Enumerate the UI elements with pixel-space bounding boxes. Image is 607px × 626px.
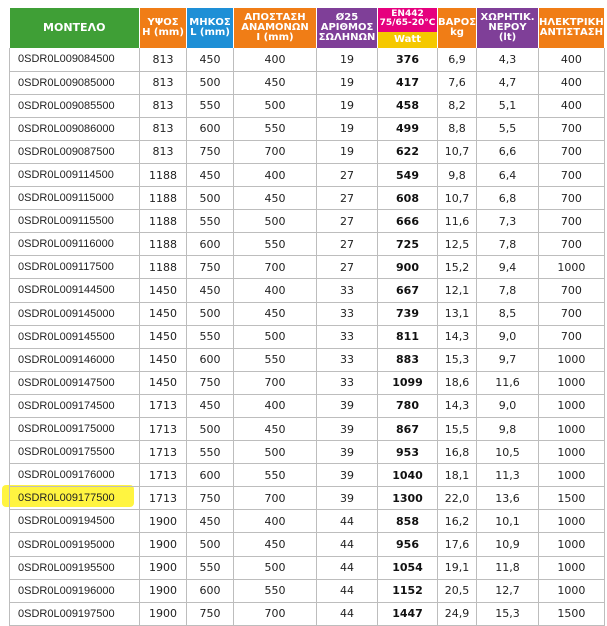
cell-water: 12,7 xyxy=(477,579,539,602)
table-row xyxy=(10,579,605,602)
cell-length: 450 xyxy=(187,163,234,186)
cell-length: 750 xyxy=(187,371,234,394)
cell-length: 450 xyxy=(187,510,234,533)
cell-electric: 700 xyxy=(539,187,605,210)
cell-weight: 18,6 xyxy=(438,371,477,394)
cell-tubes: 44 xyxy=(317,533,378,556)
cell-electric: 700 xyxy=(539,279,605,302)
cell-distance: 700 xyxy=(234,602,317,625)
cell-watt: 1040 xyxy=(378,464,438,487)
cell-weight: 20,5 xyxy=(438,579,477,602)
cell-electric: 700 xyxy=(539,140,605,163)
cell-watt: 666 xyxy=(378,210,438,233)
cell-weight: 16,8 xyxy=(438,441,477,464)
cell-length: 550 xyxy=(187,210,234,233)
header-length-line2: L (mm) xyxy=(190,27,230,38)
cell-length: 600 xyxy=(187,117,234,140)
cell-weight: 12,5 xyxy=(438,233,477,256)
cell-tubes: 39 xyxy=(317,464,378,487)
cell-model: 0SDR0L009116000 xyxy=(10,233,140,256)
table-row xyxy=(10,602,605,625)
table-row xyxy=(10,510,605,533)
cell-watt: 739 xyxy=(378,302,438,325)
cell-electric: 700 xyxy=(539,163,605,186)
table-row xyxy=(10,371,605,394)
cell-water: 11,6 xyxy=(477,371,539,394)
cell-watt: 900 xyxy=(378,256,438,279)
cell-tubes: 27 xyxy=(317,233,378,256)
cell-weight: 19,1 xyxy=(438,556,477,579)
cell-height: 1188 xyxy=(140,233,187,256)
header-water-line3: (lt) xyxy=(498,32,517,43)
table-row xyxy=(10,48,605,71)
cell-model: 0SDR0L009115500 xyxy=(10,210,140,233)
cell-height: 1188 xyxy=(140,163,187,186)
cell-water: 7,8 xyxy=(477,279,539,302)
cell-model: 0SDR0L009114500 xyxy=(10,163,140,186)
cell-model: 0SDR0L009087500 xyxy=(10,140,140,163)
cell-distance: 400 xyxy=(234,163,317,186)
header-output-line1: EN442 xyxy=(391,9,424,19)
cell-watt: 376 xyxy=(378,48,438,71)
header-distance xyxy=(234,8,317,48)
cell-tubes: 39 xyxy=(317,441,378,464)
cell-weight: 16,2 xyxy=(438,510,477,533)
cell-length: 600 xyxy=(187,348,234,371)
table-row xyxy=(10,394,605,417)
cell-tubes: 27 xyxy=(317,256,378,279)
cell-tubes: 39 xyxy=(317,487,378,510)
cell-watt: 549 xyxy=(378,163,438,186)
cell-height: 1450 xyxy=(140,279,187,302)
cell-model: 0SDR0L009195000 xyxy=(10,533,140,556)
cell-length: 600 xyxy=(187,579,234,602)
cell-distance: 550 xyxy=(234,579,317,602)
cell-weight: 14,3 xyxy=(438,325,477,348)
table-row xyxy=(10,302,605,325)
header-water-line2: ΝΕΡΟΥ xyxy=(488,22,527,33)
cell-weight: 17,6 xyxy=(438,533,477,556)
cell-watt: 1054 xyxy=(378,556,438,579)
cell-weight: 12,1 xyxy=(438,279,477,302)
cell-water: 11,8 xyxy=(477,556,539,579)
cell-water: 15,3 xyxy=(477,602,539,625)
cell-weight: 15,3 xyxy=(438,348,477,371)
cell-tubes: 33 xyxy=(317,348,378,371)
cell-length: 450 xyxy=(187,394,234,417)
header-electric xyxy=(539,8,605,48)
cell-model: 0SDR0L009086000 xyxy=(10,117,140,140)
header-weight-line2: kg xyxy=(450,27,464,38)
cell-distance: 500 xyxy=(234,556,317,579)
cell-watt: 725 xyxy=(378,233,438,256)
cell-water: 7,8 xyxy=(477,233,539,256)
cell-electric: 1000 xyxy=(539,441,605,464)
cell-height: 1713 xyxy=(140,418,187,441)
header-electric-line1: ΗΛΕΚΤΡΙΚΗ xyxy=(539,17,604,28)
header-water xyxy=(477,8,539,48)
cell-tubes: 19 xyxy=(317,71,378,94)
cell-tubes: 33 xyxy=(317,325,378,348)
cell-water: 5,1 xyxy=(477,94,539,117)
header-tubes xyxy=(317,8,378,48)
cell-electric: 1000 xyxy=(539,394,605,417)
cell-distance: 400 xyxy=(234,510,317,533)
header-tubes-line3: ΣΩΛΗΝΩΝ xyxy=(318,32,376,43)
cell-height: 1713 xyxy=(140,487,187,510)
cell-tubes: 44 xyxy=(317,510,378,533)
header-tubes-line2: ΑΡΙΘΜΟΣ xyxy=(320,22,374,33)
cell-height: 813 xyxy=(140,117,187,140)
cell-tubes: 19 xyxy=(317,48,378,71)
cell-model: 0SDR0L009197500 xyxy=(10,602,140,625)
cell-watt: 1300 xyxy=(378,487,438,510)
cell-watt: 667 xyxy=(378,279,438,302)
cell-height: 1713 xyxy=(140,441,187,464)
cell-model: 0SDR0L009117500 xyxy=(10,256,140,279)
cell-weight: 15,5 xyxy=(438,418,477,441)
table-row xyxy=(10,163,605,186)
header-output-standard xyxy=(378,8,437,32)
cell-height: 1450 xyxy=(140,348,187,371)
cell-distance: 700 xyxy=(234,487,317,510)
table-row xyxy=(10,71,605,94)
table-row xyxy=(10,464,605,487)
cell-weight: 9,8 xyxy=(438,163,477,186)
cell-distance: 400 xyxy=(234,279,317,302)
cell-height: 1900 xyxy=(140,579,187,602)
cell-tubes: 39 xyxy=(317,418,378,441)
cell-watt: 417 xyxy=(378,71,438,94)
table-row xyxy=(10,348,605,371)
cell-distance: 450 xyxy=(234,302,317,325)
cell-height: 1900 xyxy=(140,510,187,533)
cell-watt: 608 xyxy=(378,187,438,210)
cell-electric: 400 xyxy=(539,94,605,117)
header-height-line2: H (mm) xyxy=(142,27,184,38)
cell-length: 750 xyxy=(187,487,234,510)
cell-tubes: 19 xyxy=(317,140,378,163)
cell-height: 1713 xyxy=(140,394,187,417)
cell-length: 550 xyxy=(187,325,234,348)
cell-distance: 500 xyxy=(234,210,317,233)
cell-water: 10,1 xyxy=(477,510,539,533)
cell-model: 0SDR0L009174500 xyxy=(10,394,140,417)
cell-electric: 1000 xyxy=(539,256,605,279)
header-weight-line1: ΒΑΡΟΣ xyxy=(438,17,477,28)
header-row xyxy=(10,8,605,48)
cell-distance: 450 xyxy=(234,187,317,210)
cell-weight: 22,0 xyxy=(438,487,477,510)
cell-tubes: 27 xyxy=(317,163,378,186)
cell-model: 0SDR0L009196000 xyxy=(10,579,140,602)
cell-water: 9,7 xyxy=(477,348,539,371)
cell-electric: 400 xyxy=(539,71,605,94)
cell-weight: 18,1 xyxy=(438,464,477,487)
header-height-line1: ΥΨΟΣ xyxy=(147,17,179,28)
cell-distance: 550 xyxy=(234,348,317,371)
header-distance-line1: ΑΠΟΣΤΑΣΗ xyxy=(244,12,306,23)
cell-water: 6,6 xyxy=(477,140,539,163)
cell-watt: 953 xyxy=(378,441,438,464)
table-row xyxy=(10,487,605,510)
cell-electric: 1000 xyxy=(539,579,605,602)
cell-electric: 1000 xyxy=(539,348,605,371)
cell-distance: 700 xyxy=(234,371,317,394)
cell-tubes: 33 xyxy=(317,371,378,394)
cell-distance: 450 xyxy=(234,533,317,556)
cell-water: 6,8 xyxy=(477,187,539,210)
cell-watt: 499 xyxy=(378,117,438,140)
table-row xyxy=(10,187,605,210)
cell-height: 813 xyxy=(140,48,187,71)
header-model-label: ΜΟΝΤΕΛΟ xyxy=(43,21,106,34)
cell-tubes: 44 xyxy=(317,556,378,579)
cell-tubes: 39 xyxy=(317,394,378,417)
cell-electric: 1500 xyxy=(539,487,605,510)
cell-length: 600 xyxy=(187,233,234,256)
cell-weight: 13,1 xyxy=(438,302,477,325)
table-row xyxy=(10,140,605,163)
cell-distance: 500 xyxy=(234,441,317,464)
cell-electric: 1500 xyxy=(539,602,605,625)
cell-length: 500 xyxy=(187,187,234,210)
cell-model: 0SDR0L009146000 xyxy=(10,348,140,371)
cell-model: 0SDR0L009085500 xyxy=(10,94,140,117)
cell-length: 750 xyxy=(187,140,234,163)
cell-electric: 700 xyxy=(539,210,605,233)
cell-distance: 550 xyxy=(234,464,317,487)
table-row xyxy=(10,279,605,302)
header-weight xyxy=(438,8,477,48)
cell-electric: 400 xyxy=(539,48,605,71)
cell-watt: 780 xyxy=(378,394,438,417)
header-output-line2: 75/65-20°C xyxy=(379,18,436,28)
cell-water: 10,5 xyxy=(477,441,539,464)
cell-tubes: 33 xyxy=(317,279,378,302)
cell-height: 813 xyxy=(140,71,187,94)
cell-tubes: 19 xyxy=(317,117,378,140)
cell-model: 0SDR0L009115000 xyxy=(10,187,140,210)
cell-length: 450 xyxy=(187,279,234,302)
header-height xyxy=(140,8,187,48)
header-electric-line2: ΑΝΤΙΣΤΑΣΗ xyxy=(539,27,603,38)
table-row xyxy=(10,418,605,441)
cell-electric: 700 xyxy=(539,233,605,256)
cell-water: 9,0 xyxy=(477,325,539,348)
cell-height: 1450 xyxy=(140,302,187,325)
cell-distance: 500 xyxy=(234,94,317,117)
header-output-unit: Watt xyxy=(378,32,437,48)
cell-weight: 10,7 xyxy=(438,140,477,163)
table-row xyxy=(10,325,605,348)
cell-weight: 24,9 xyxy=(438,602,477,625)
cell-model: 0SDR0L009144500 xyxy=(10,279,140,302)
cell-distance: 400 xyxy=(234,394,317,417)
cell-weight: 7,6 xyxy=(438,71,477,94)
cell-water: 4,7 xyxy=(477,71,539,94)
header-length-line1: ΜΗΚΟΣ xyxy=(189,17,231,28)
header-water-line1: ΧΩΡΗΤΙΚ. xyxy=(480,12,535,23)
cell-water: 8,5 xyxy=(477,302,539,325)
table-row xyxy=(10,210,605,233)
cell-tubes: 44 xyxy=(317,579,378,602)
cell-height: 1188 xyxy=(140,187,187,210)
spec-table-body xyxy=(10,48,605,625)
cell-model: 0SDR0L009085000 xyxy=(10,71,140,94)
cell-height: 1900 xyxy=(140,602,187,625)
cell-weight: 11,6 xyxy=(438,210,477,233)
cell-model: 0SDR0L009195500 xyxy=(10,556,140,579)
cell-water: 9,8 xyxy=(477,418,539,441)
cell-tubes: 19 xyxy=(317,94,378,117)
cell-length: 550 xyxy=(187,94,234,117)
cell-electric: 700 xyxy=(539,302,605,325)
cell-height: 1188 xyxy=(140,210,187,233)
cell-height: 1900 xyxy=(140,533,187,556)
cell-distance: 550 xyxy=(234,117,317,140)
cell-watt: 867 xyxy=(378,418,438,441)
cell-water: 13,6 xyxy=(477,487,539,510)
cell-electric: 1000 xyxy=(539,556,605,579)
cell-model: 0SDR0L009084500 xyxy=(10,48,140,71)
cell-distance: 450 xyxy=(234,71,317,94)
header-tubes-line1: Ø25 xyxy=(335,12,359,23)
cell-model: 0SDR0L009176000 xyxy=(10,464,140,487)
cell-electric: 700 xyxy=(539,325,605,348)
cell-tubes: 33 xyxy=(317,302,378,325)
table-row xyxy=(10,256,605,279)
table-row xyxy=(10,441,605,464)
cell-water: 7,3 xyxy=(477,210,539,233)
cell-watt: 458 xyxy=(378,94,438,117)
cell-height: 1450 xyxy=(140,325,187,348)
cell-tubes: 27 xyxy=(317,210,378,233)
table-row xyxy=(10,233,605,256)
cell-water: 9,4 xyxy=(477,256,539,279)
header-model xyxy=(10,8,140,48)
cell-model: 0SDR0L009175000 xyxy=(10,418,140,441)
cell-model: 0SDR0L009145000 xyxy=(10,302,140,325)
cell-distance: 700 xyxy=(234,140,317,163)
cell-water: 5,5 xyxy=(477,117,539,140)
cell-watt: 811 xyxy=(378,325,438,348)
header-length xyxy=(187,8,234,48)
cell-distance: 400 xyxy=(234,48,317,71)
cell-electric: 1000 xyxy=(539,464,605,487)
cell-length: 750 xyxy=(187,602,234,625)
header-distance-line3: I (mm) xyxy=(256,32,294,43)
cell-distance: 700 xyxy=(234,256,317,279)
cell-length: 450 xyxy=(187,48,234,71)
table-row xyxy=(10,533,605,556)
cell-electric: 1000 xyxy=(539,510,605,533)
cell-weight: 6,9 xyxy=(438,48,477,71)
cell-water: 9,0 xyxy=(477,394,539,417)
cell-model: 0SDR0L009175500 xyxy=(10,441,140,464)
cell-watt: 883 xyxy=(378,348,438,371)
cell-height: 1713 xyxy=(140,464,187,487)
cell-watt: 956 xyxy=(378,533,438,556)
cell-length: 750 xyxy=(187,256,234,279)
cell-height: 813 xyxy=(140,140,187,163)
cell-water: 4,3 xyxy=(477,48,539,71)
cell-length: 500 xyxy=(187,533,234,556)
cell-distance: 500 xyxy=(234,325,317,348)
cell-model: 0SDR0L009177500 xyxy=(10,487,140,510)
cell-electric: 1000 xyxy=(539,371,605,394)
cell-weight: 8,8 xyxy=(438,117,477,140)
cell-weight: 10,7 xyxy=(438,187,477,210)
cell-model: 0SDR0L009145500 xyxy=(10,325,140,348)
header-distance-line2: ΑΝΑΜΟΝΩΝ xyxy=(241,22,309,33)
cell-length: 600 xyxy=(187,464,234,487)
table-row xyxy=(10,556,605,579)
cell-height: 1900 xyxy=(140,556,187,579)
spec-table xyxy=(9,8,605,626)
cell-water: 6,4 xyxy=(477,163,539,186)
cell-weight: 14,3 xyxy=(438,394,477,417)
cell-weight: 8,2 xyxy=(438,94,477,117)
cell-electric: 1000 xyxy=(539,533,605,556)
cell-watt: 858 xyxy=(378,510,438,533)
cell-water: 11,3 xyxy=(477,464,539,487)
cell-model: 0SDR0L009194500 xyxy=(10,510,140,533)
cell-watt: 1099 xyxy=(378,371,438,394)
cell-height: 1188 xyxy=(140,256,187,279)
cell-height: 1450 xyxy=(140,371,187,394)
cell-tubes: 44 xyxy=(317,602,378,625)
cell-length: 500 xyxy=(187,71,234,94)
header-output xyxy=(378,8,438,48)
cell-watt: 622 xyxy=(378,140,438,163)
cell-electric: 1000 xyxy=(539,418,605,441)
cell-length: 500 xyxy=(187,418,234,441)
cell-distance: 450 xyxy=(234,418,317,441)
cell-weight: 15,2 xyxy=(438,256,477,279)
cell-length: 550 xyxy=(187,556,234,579)
cell-watt: 1152 xyxy=(378,579,438,602)
cell-water: 10,9 xyxy=(477,533,539,556)
cell-height: 813 xyxy=(140,94,187,117)
table-row xyxy=(10,94,605,117)
cell-tubes: 27 xyxy=(317,187,378,210)
table-row xyxy=(10,117,605,140)
cell-length: 550 xyxy=(187,441,234,464)
cell-distance: 550 xyxy=(234,233,317,256)
cell-model: 0SDR0L009147500 xyxy=(10,371,140,394)
cell-electric: 700 xyxy=(539,117,605,140)
cell-watt: 1447 xyxy=(378,602,438,625)
cell-length: 500 xyxy=(187,302,234,325)
